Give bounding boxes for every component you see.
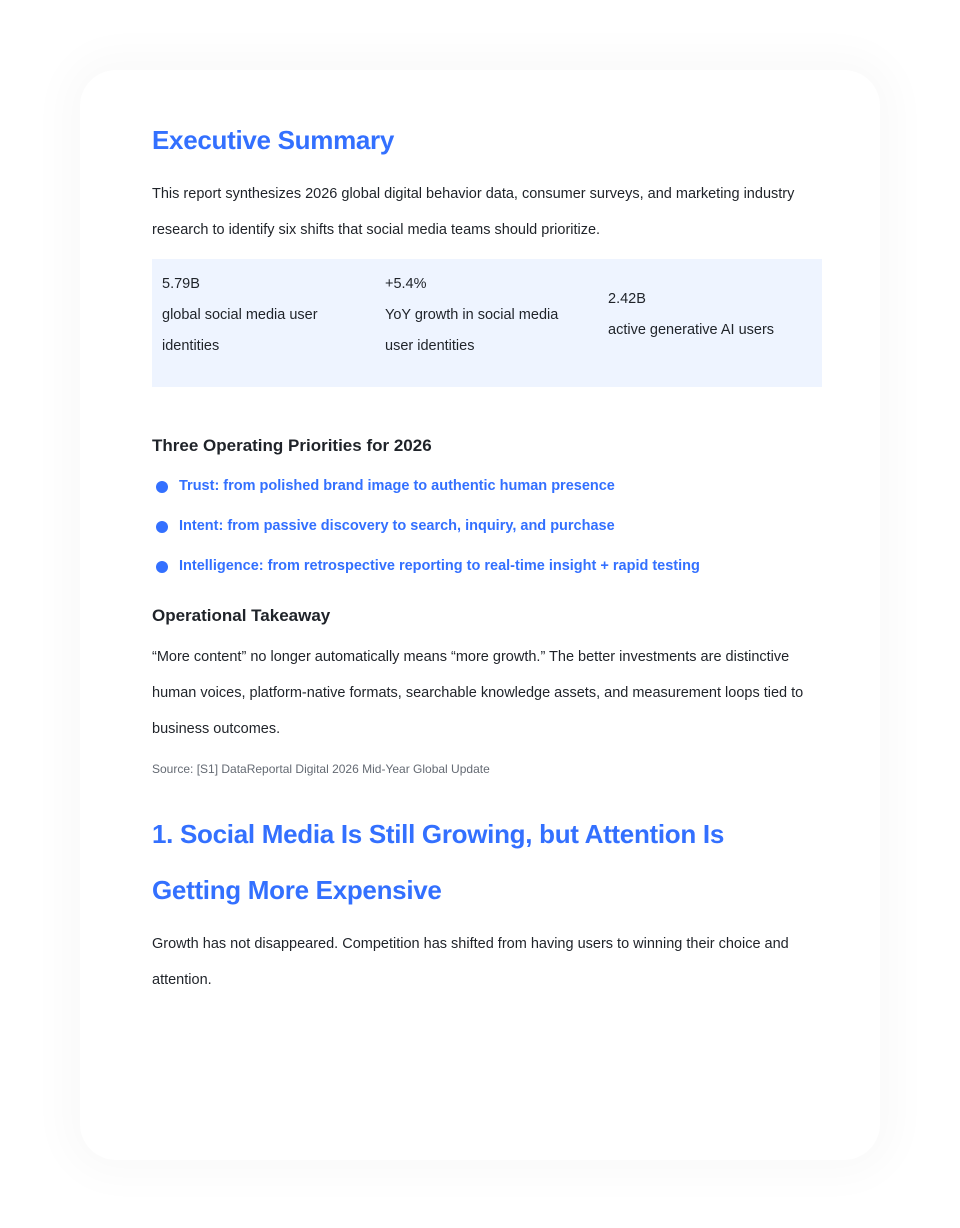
section-1-heading: 1. Social Media Is Still Growing, but Attention Is Getting More Expensive	[152, 819, 724, 905]
stat-value: +5.4%	[385, 276, 427, 292]
priorities-heading: Three Operating Priorities for 2026	[152, 436, 432, 455]
stat-label: global social media user identities	[162, 307, 318, 354]
list-item	[152, 510, 822, 550]
takeaway-text: “More content” no longer automatically means “more growth.” The better investments are distinctive human voices, platform-native formats, searchable knowledge assets, and measurement loops tied to business outcomes.	[152, 649, 804, 737]
stat-value: 5.79B	[162, 276, 200, 292]
source-note: Source: [S1] DataReportal Digital 2026 Mid-Year Global Update	[152, 762, 490, 776]
stat-value: 2.42B	[608, 291, 646, 307]
stats-panel	[152, 259, 822, 387]
bullet-dot-icon	[156, 561, 168, 573]
priorities-list	[152, 470, 822, 590]
executive-summary-heading: Executive Summary	[152, 125, 395, 155]
executive-summary-intro: This report synthesizes 2026 global digital behavior data, consumer surveys, and marketing industry research to identify six shifts that social media teams should prioritize.	[152, 186, 795, 238]
stat-user-identities	[162, 269, 352, 362]
stat-yoy-growth	[385, 269, 585, 362]
bullet-dot-icon	[156, 481, 168, 493]
stat-label: active generative AI users	[608, 322, 775, 338]
list-item	[152, 470, 822, 510]
takeaway-heading: Operational Takeaway	[152, 606, 331, 625]
list-item	[152, 550, 822, 590]
stat-genai-users	[608, 284, 818, 346]
document-page	[80, 70, 880, 1160]
list-item-text: Intent: from passive discovery to search, inquiry, and purchase	[179, 518, 615, 534]
list-item-text: Trust: from polished brand image to authentic human presence	[179, 478, 615, 494]
section-1-text: Growth has not disappeared. Competition has shifted from having users to winning their choice and attention.	[152, 936, 789, 988]
list-item-text: Intelligence: from retrospective reporting to real-time insight + rapid testing	[179, 558, 700, 574]
stat-label: YoY growth in social media user identities	[385, 307, 559, 354]
bullet-dot-icon	[156, 521, 168, 533]
